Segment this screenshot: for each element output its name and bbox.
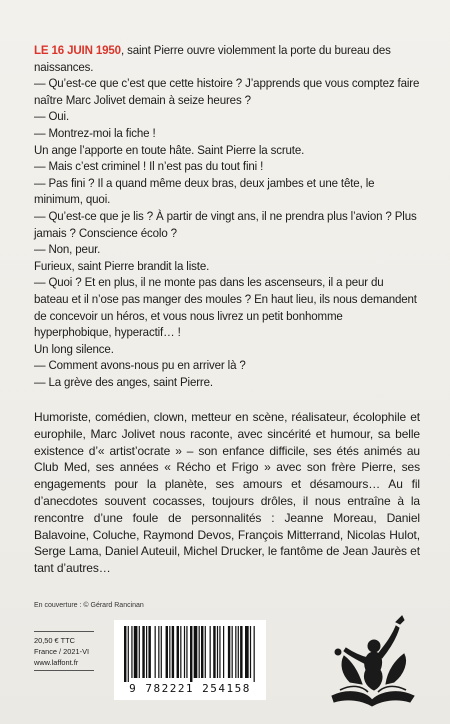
barcode-bar (131, 626, 132, 678)
barcode-bar (128, 626, 129, 682)
dialogue-line: — Non, peur. (34, 242, 101, 257)
barcode-bar (161, 626, 162, 678)
price-region: France / 2021-VI (34, 647, 90, 656)
dialogue-line: — Mais c’est criminel ! Il n’est pas du tout fini ! (34, 159, 264, 174)
barcode-bar (199, 626, 200, 678)
barcode-bar (158, 626, 159, 678)
barcode-bar (254, 626, 255, 682)
barcode-bar (139, 626, 140, 678)
price-box (34, 631, 94, 671)
barcode-bar (148, 626, 150, 678)
book-summary (34, 409, 420, 577)
dialogue-line: — La grève des anges, saint Pierre. (34, 374, 213, 389)
barcode-bar (169, 626, 170, 678)
barcode-bar (210, 626, 211, 678)
barcode-bar (172, 626, 174, 678)
dialogue-line: — Qu’est-ce que c’est que cette histoire ? J’apprends que vous comptez faire naître Marc Jolivet demain à seize heures ? (34, 76, 420, 107)
barcode-bar (217, 626, 218, 678)
lead-rest: , saint Pierre ouvre violemment la porte du bureau des naissances. (34, 43, 391, 74)
dialogue-line: — Oui. (34, 109, 70, 124)
barcode-bar (223, 626, 224, 678)
dialogue-line: Un long silence. (34, 341, 114, 356)
barcode-bar (232, 626, 233, 678)
barcode-bar (250, 626, 251, 678)
barcode-bar (186, 626, 187, 678)
barcode-bar (177, 626, 179, 678)
barcode-bar (240, 626, 242, 678)
barcode-bar (124, 626, 126, 682)
dialogue-excerpt (34, 42, 420, 390)
barcode-bar (219, 626, 220, 678)
laffont-publisher-emblem-icon (322, 612, 422, 708)
dialogue-line: Un ange l’apporte en toute hâte. Saint Pierre la scrute. (34, 142, 305, 157)
barcode-bar (155, 626, 156, 678)
dialogue-line: — Montrez-moi la fiche ! (34, 125, 156, 140)
barcode-bar (245, 626, 249, 678)
cover-credit: En couverture : © Gérard Rancinan (34, 602, 144, 609)
barcode-bar (228, 626, 230, 678)
barcode-bar (184, 626, 185, 678)
barcode-bar (166, 626, 168, 678)
barcode-bar (205, 626, 206, 678)
price-amount: 20,50 € TTC (34, 636, 75, 645)
barcode-bar (201, 626, 203, 678)
lead-date: LE 16 JUIN 1950 (34, 43, 121, 57)
dialogue-line: Furieux, saint Pierre brandit la liste. (34, 258, 210, 273)
barcode-bar (194, 626, 198, 678)
barcode-bar (213, 626, 215, 678)
barcode-bar (190, 626, 192, 682)
barcode-bar (146, 626, 147, 678)
barcode-bar (142, 626, 144, 678)
dialogue-line: — Comment avons-nous pu en arriver là ? (34, 358, 246, 373)
barcode-bar (134, 626, 138, 678)
barcode-bars-icon (122, 626, 258, 682)
barcode-bar (235, 626, 236, 678)
dialogue-first-line (34, 42, 420, 75)
isbn-barcode (114, 620, 266, 700)
dialogue-line: — Qu’est-ce que je lis ? À partir de vingt ans, il ne prendra plus l’avion ? Plus jamais ? Conscience écolo ? (34, 208, 417, 240)
barcode-bar (238, 626, 239, 678)
barcode-bar (180, 626, 181, 678)
publisher-website: www.laffont.fr (34, 658, 79, 667)
summary-paragraph: Humoriste, comédien, clown, metteur en scène, réalisateur, écolophile et europhile, Marc Jolivet nous raconte, avec sincérité et humour, sa belle existence d’« artist’ocrate » – son enfance difficile, ses étés animés au Club Med, ses années « Récho et Frigo » avec son frère Pierre, ses engagements pour la planète, ses amours et désamours… Au fil d’anecdotes souvent cocasses, toujours drôles, il nous entraîne à la rencontre d’une foule de personnalités : Jeanne Moreau, Daniel Balavoine, Coluche, Raymond Devos, François Mitterrand, Nicolas Hulot, Serge Lama, Daniel Auteuil, Michel Drucker, le fantôme de Jean Jaurès et tant d’autres… (34, 410, 420, 576)
barcode-digits: 9 782221 254158 (129, 682, 251, 695)
dialogue-line: — Pas fini ? Il a quand même deux bras, deux jambes et une tête, le minimum, quoi. (34, 175, 375, 207)
dialogue-line: — Quoi ? Et en plus, il ne monte pas dans les ascenseurs, il a peur du bateau et il n’ose pas manger des moules ? En haut lieu, ils nous demandent de concevoir un héros, et vous nous livrez un petit bonhomme hyperphobique, hyperactif… ! (34, 275, 417, 340)
